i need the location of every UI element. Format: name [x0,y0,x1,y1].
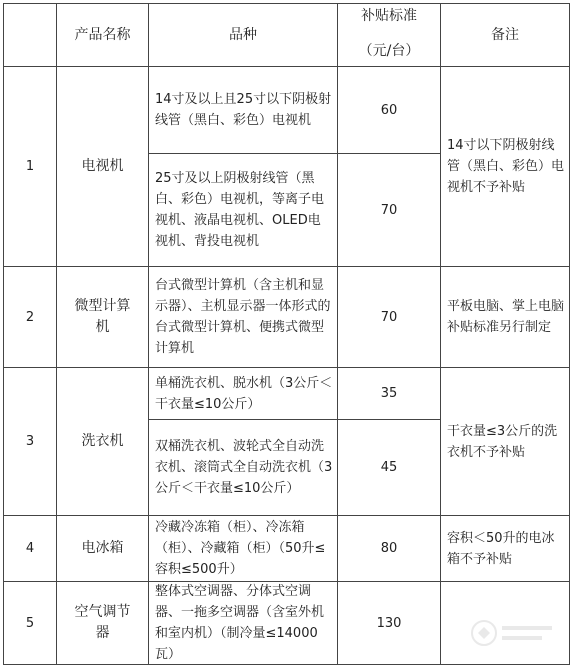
subsidy-value: 130 [376,615,402,631]
variety-text: 整体式空调器、分体式空调器、一拖多空调器（含室外机和室内机）（制冷量≤14000瓦） [155,584,325,662]
product-name: 洗衣机 [81,433,124,449]
header-subsidy-line2: （元/台） [358,43,420,59]
row-index: 1 [25,159,35,174]
row-index: 4 [25,541,35,556]
variety-text: 双桶洗衣机、波轮式全自动洗衣机、滚筒式全自动洗衣机（3公斤＜干衣量≤10公斤） [155,439,333,496]
subsidy-value: 60 [380,102,398,118]
header-name: 产品名称 [74,26,131,43]
product-name: 微型计算机 [74,298,131,335]
variety-text: 14寸及以上且25寸以下阴极射线管（黑白、彩色）电视机 [155,92,332,128]
product-name: 空气调节器 [74,604,131,641]
watermark-logo [468,616,560,650]
header-subsidy [338,4,440,66]
note-text: 平板电脑、掌上电脑补贴标准另行制定 [447,299,565,335]
note-cell [441,67,569,266]
variety-cell [149,516,337,581]
variety-cell [149,368,337,419]
row-index: 5 [25,615,35,631]
col-divider [569,3,570,665]
note-cell [441,267,569,367]
header-subsidy-line1: 补贴标准 [361,8,417,24]
row-index: 2 [25,309,35,325]
variety-cell [149,267,337,367]
note-cell [441,516,569,581]
subsidy-value: 70 [380,309,398,325]
row-index: 3 [25,434,35,449]
variety-cell [149,154,337,266]
subsidy-value: 45 [380,460,398,475]
variety-text: 冷藏冷冻箱（柜）、冷冻箱（柜）、冷藏箱（柜）（50升≤容积≤500升） [155,520,326,577]
note-text: 容积＜50升的电冰箱不予补贴 [447,530,555,567]
variety-cell [149,582,337,664]
variety-cell [149,67,337,153]
header-variety: 品种 [229,26,257,43]
note-text: 14寸以下阴极射线管（黑白、彩色）电视机不予补贴 [447,138,565,195]
product-name: 电视机 [81,158,124,174]
variety-text: 25寸及以上阴极射线管（黑白、彩色）电视机，等离子电视机、液晶电视机、OLED电视机、背投电视机 [155,171,325,249]
subsidy-value: 35 [380,386,398,401]
variety-cell [149,420,337,515]
note-text: 干衣量≤3公斤的洗衣机不予补贴 [447,423,558,460]
product-name: 电冰箱 [81,540,124,556]
subsidy-value: 70 [380,202,398,218]
watermark-icon [468,616,560,650]
header-note: 备注 [491,26,519,43]
subsidy-value: 80 [380,541,398,556]
note-cell [441,368,569,515]
variety-text: 单桶洗衣机、脱水机（3公斤＜干衣量≤10公斤） [155,375,333,412]
variety-text: 台式微型计算机（含主机和显示器）、主机显示器一体形式的台式微型计算机、便携式微型计算机 [155,278,331,356]
